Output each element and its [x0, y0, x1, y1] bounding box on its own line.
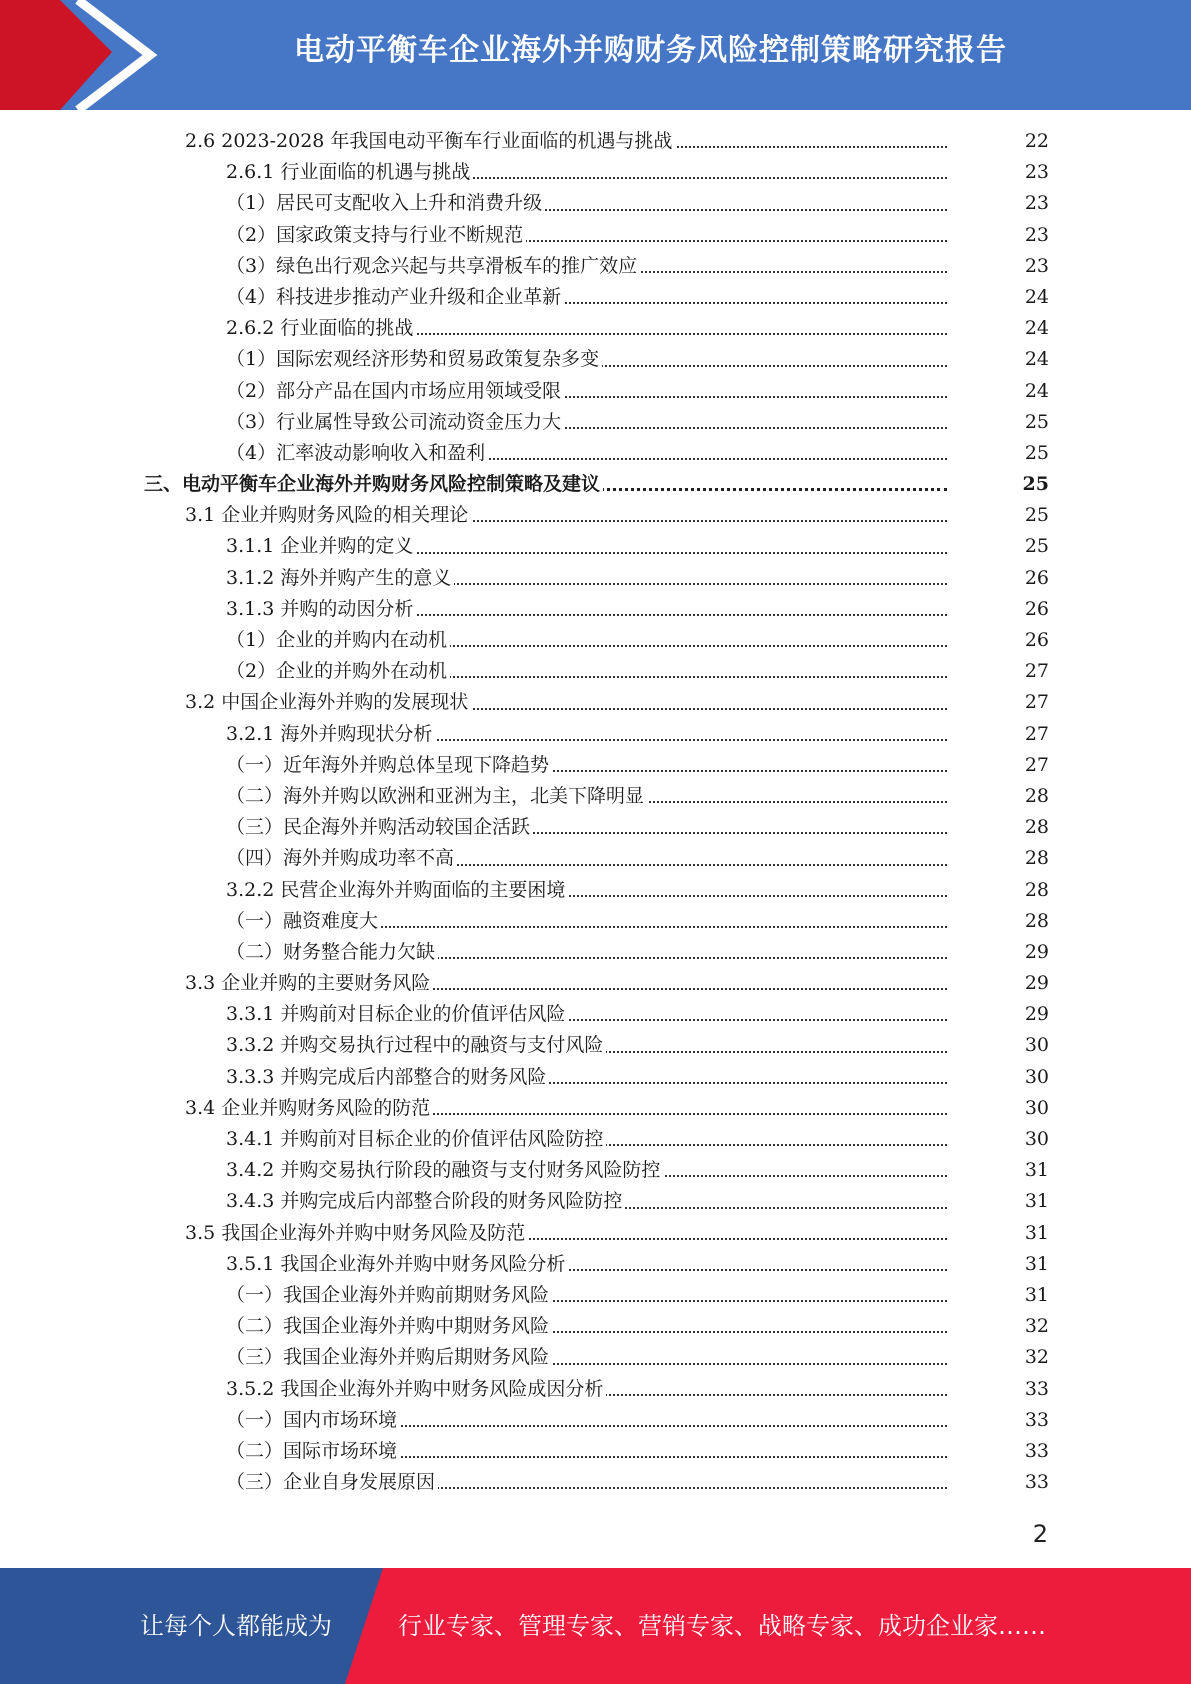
- toc-entry-label: 3.3.1 并购前对目标企业的价值评估风险: [226, 999, 568, 1030]
- toc-entry[interactable]: [0, 407, 1191, 438]
- toc-entry-page: 28: [947, 875, 1049, 906]
- toc-entry-label: 3.1.1 企业并购的定义: [226, 531, 416, 562]
- toc-entry-page: 33: [947, 1405, 1049, 1436]
- toc-entry-label: （3）绿色出行观念兴起与共享滑板车的推广效应: [226, 251, 640, 282]
- toc-entry-page: 32: [947, 1342, 1049, 1373]
- toc-entry[interactable]: [0, 999, 1191, 1030]
- toc-entry-page: 23: [947, 251, 1049, 282]
- toc-entry[interactable]: [0, 531, 1191, 562]
- toc-entry[interactable]: [0, 563, 1191, 594]
- toc-entry[interactable]: [0, 1374, 1191, 1405]
- toc-entry-label: （4）汇率波动影响收入和盈利: [226, 438, 488, 469]
- toc-entry-page: 30: [947, 1093, 1049, 1124]
- toc-entry-page: 31: [947, 1249, 1049, 1280]
- toc-entry[interactable]: [0, 188, 1191, 219]
- toc-entry[interactable]: [0, 157, 1191, 188]
- toc-entry-label: （二）国际市场环境: [226, 1436, 400, 1467]
- toc-entry[interactable]: [0, 251, 1191, 282]
- toc-entry-page: 29: [947, 968, 1049, 999]
- page-header: [0, 0, 1191, 110]
- toc-entry-page: 26: [947, 625, 1049, 656]
- toc-entry[interactable]: [0, 781, 1191, 812]
- toc-entry-label: 3.4.1 并购前对目标企业的价值评估风险防控: [226, 1124, 606, 1155]
- toc-entry-label: 2.6.1 行业面临的机遇与挑战: [226, 157, 473, 188]
- toc-entry-label: （三）企业自身发展原因: [226, 1467, 438, 1498]
- page-number: 2: [1032, 1520, 1048, 1548]
- toc-entry-label: 3.5.2 我国企业海外并购中财务风险成因分析: [226, 1374, 606, 1405]
- report-title: 电动平衡车企业海外并购财务风险控制策略研究报告: [294, 33, 1007, 68]
- toc-entry[interactable]: [0, 656, 1191, 687]
- table-of-contents: [0, 126, 1191, 1498]
- toc-entry-label: （1）居民可支配收入上升和消费升级: [226, 188, 545, 219]
- toc-entry-label: （4）科技进步推动产业升级和企业革新: [226, 282, 564, 313]
- toc-entry-page: 24: [947, 344, 1049, 375]
- toc-entry[interactable]: [0, 594, 1191, 625]
- toc-entry-label: （2）企业的并购外在动机: [226, 656, 450, 687]
- toc-entry[interactable]: [0, 438, 1191, 469]
- toc-entry-page: 32: [947, 1311, 1049, 1342]
- toc-entry-label: （一）国内市场环境: [226, 1405, 400, 1436]
- toc-entry-page: 28: [947, 843, 1049, 874]
- toc-entry[interactable]: [0, 126, 1191, 157]
- toc-entry-page: 29: [947, 937, 1049, 968]
- toc-entry-label: （二）海外并购以欧洲和亚洲为主，北美下降明显: [226, 781, 647, 812]
- toc-entry-label: 3.3.2 并购交易执行过程中的融资与支付风险: [226, 1030, 606, 1061]
- toc-entry[interactable]: [0, 1062, 1191, 1093]
- toc-entry[interactable]: [0, 1186, 1191, 1217]
- toc-entry[interactable]: [0, 1249, 1191, 1280]
- toc-entry[interactable]: [0, 719, 1191, 750]
- toc-entry-page: 33: [947, 1436, 1049, 1467]
- toc-entry[interactable]: [0, 1436, 1191, 1467]
- toc-entry-page: 25: [947, 407, 1049, 438]
- toc-entry-page: 28: [947, 906, 1049, 937]
- toc-entry[interactable]: [0, 220, 1191, 251]
- toc-entry[interactable]: [0, 282, 1191, 313]
- toc-entry-page: 31: [947, 1218, 1049, 1249]
- toc-entry-page: 24: [947, 282, 1049, 313]
- toc-entry-page: 33: [947, 1374, 1049, 1405]
- toc-entry-label: （一）近年海外并购总体呈现下降趋势: [226, 750, 552, 781]
- toc-entry[interactable]: [0, 1093, 1191, 1124]
- toc-entry-page: 25: [947, 438, 1049, 469]
- toc-entry-page: 25: [947, 500, 1049, 531]
- toc-entry-page: 33: [947, 1467, 1049, 1498]
- toc-entry-page: 29: [947, 999, 1049, 1030]
- toc-entry-label: （2）部分产品在国内市场应用领域受限: [226, 376, 564, 407]
- toc-entry[interactable]: [0, 1155, 1191, 1186]
- toc-entry-label: 2.6.2 行业面临的挑战: [226, 313, 416, 344]
- toc-entry-page: 23: [947, 220, 1049, 251]
- toc-entry[interactable]: [0, 1280, 1191, 1311]
- toc-entry-label: （三）我国企业海外并购后期财务风险: [226, 1342, 552, 1373]
- toc-entry-label: （一）融资难度大: [226, 906, 381, 937]
- toc-entry[interactable]: [0, 1030, 1191, 1061]
- toc-entry[interactable]: [0, 750, 1191, 781]
- toc-entry[interactable]: [0, 376, 1191, 407]
- toc-entry-page: 24: [947, 313, 1049, 344]
- toc-entry-label: （2）国家政策支持与行业不断规范: [226, 220, 526, 251]
- toc-entry-label: （1）企业的并购内在动机: [226, 625, 450, 656]
- toc-entry[interactable]: [0, 1218, 1191, 1249]
- toc-entry[interactable]: [0, 875, 1191, 906]
- toc-entry-label: 3.5 我国企业海外并购中财务风险及防范: [185, 1218, 528, 1249]
- footer-roles: 行业专家、管理专家、营销专家、战略专家、成功企业家……: [398, 1612, 1046, 1640]
- toc-entry-label: （四）海外并购成功率不高: [226, 843, 457, 874]
- page-footer: [0, 1568, 1191, 1684]
- toc-entry-page: 23: [947, 188, 1049, 219]
- toc-entry-page: 25: [947, 469, 1049, 500]
- toc-entry-page: 26: [947, 563, 1049, 594]
- toc-entry-page: 26: [947, 594, 1049, 625]
- toc-entry-label: 3.2 中国企业海外并购的发展现状: [185, 687, 471, 718]
- toc-entry-page: 27: [947, 750, 1049, 781]
- toc-entry[interactable]: [0, 687, 1191, 718]
- toc-entry-page: 23: [947, 157, 1049, 188]
- toc-entry-label: 3.1 企业并购财务风险的相关理论: [185, 500, 471, 531]
- toc-entry-label: 3.5.1 我国企业海外并购中财务风险分析: [226, 1249, 568, 1280]
- toc-entry-page: 30: [947, 1062, 1049, 1093]
- toc-entry-label: （三）民企海外并购活动较国企活跃: [226, 812, 533, 843]
- toc-entry-label: 3.4.3 并购完成后内部整合阶段的财务风险防控: [226, 1186, 625, 1217]
- toc-entry-page: 27: [947, 719, 1049, 750]
- toc-entry-page: 27: [947, 687, 1049, 718]
- toc-entry-page: 28: [947, 781, 1049, 812]
- toc-entry-label: （二）财务整合能力欠缺: [226, 937, 438, 968]
- toc-entry-page: 27: [947, 656, 1049, 687]
- toc-entry-label: 3.2.1 海外并购现状分析: [226, 719, 435, 750]
- toc-entry[interactable]: [0, 469, 1191, 500]
- toc-entry-page: 22: [947, 126, 1049, 157]
- toc-entry[interactable]: [0, 625, 1191, 656]
- toc-entry-label: 2.6 2023-2028 年我国电动平衡车行业面临的机遇与挑战: [185, 126, 675, 157]
- toc-entry[interactable]: [0, 1405, 1191, 1436]
- toc-entry[interactable]: [0, 906, 1191, 937]
- toc-entry-label: 3.4 企业并购财务风险的防范: [185, 1093, 433, 1124]
- toc-entry-page: 31: [947, 1280, 1049, 1311]
- toc-entry-page: 30: [947, 1030, 1049, 1061]
- toc-entry-label: 3.2.2 民营企业海外并购面临的主要困境: [226, 875, 568, 906]
- toc-entry-label: 3.4.2 并购交易执行阶段的融资与支付财务风险防控: [226, 1155, 663, 1186]
- toc-entry-label: 3.3 企业并购的主要财务风险: [185, 968, 433, 999]
- toc-entry[interactable]: [0, 1311, 1191, 1342]
- toc-entry-label: 三、电动平衡车企业海外并购财务风险控制策略及建议: [144, 469, 603, 500]
- toc-entry-label: （3）行业属性导致公司流动资金压力大: [226, 407, 564, 438]
- toc-entry-page: 30: [947, 1124, 1049, 1155]
- toc-entry-page: 31: [947, 1155, 1049, 1186]
- toc-entry-label: 3.3.3 并购完成后内部整合的财务风险: [226, 1062, 549, 1093]
- toc-entry-label: （1）国际宏观经济形势和贸易政策复杂多变: [226, 344, 602, 375]
- toc-entry-page: 31: [947, 1186, 1049, 1217]
- toc-entry[interactable]: [0, 937, 1191, 968]
- toc-entry-page: 25: [947, 531, 1049, 562]
- footer-slogan: 让每个人都能成为: [140, 1612, 332, 1640]
- toc-entry-label: 3.1.3 并购的动因分析: [226, 594, 416, 625]
- toc-entry-label: （二）我国企业海外并购中期财务风险: [226, 1311, 552, 1342]
- toc-entry-page: 24: [947, 376, 1049, 407]
- toc-entry[interactable]: [0, 500, 1191, 531]
- toc-entry[interactable]: [0, 1467, 1191, 1498]
- toc-entry[interactable]: [0, 344, 1191, 375]
- toc-entry-label: 3.1.2 海外并购产生的意义: [226, 563, 454, 594]
- toc-entry[interactable]: [0, 1342, 1191, 1373]
- toc-entry[interactable]: [0, 313, 1191, 344]
- toc-entry-page: 28: [947, 812, 1049, 843]
- toc-entry[interactable]: [0, 1124, 1191, 1155]
- toc-entry-label: （一）我国企业海外并购前期财务风险: [226, 1280, 552, 1311]
- toc-entry[interactable]: [0, 812, 1191, 843]
- toc-entry[interactable]: [0, 968, 1191, 999]
- toc-entry[interactable]: [0, 843, 1191, 874]
